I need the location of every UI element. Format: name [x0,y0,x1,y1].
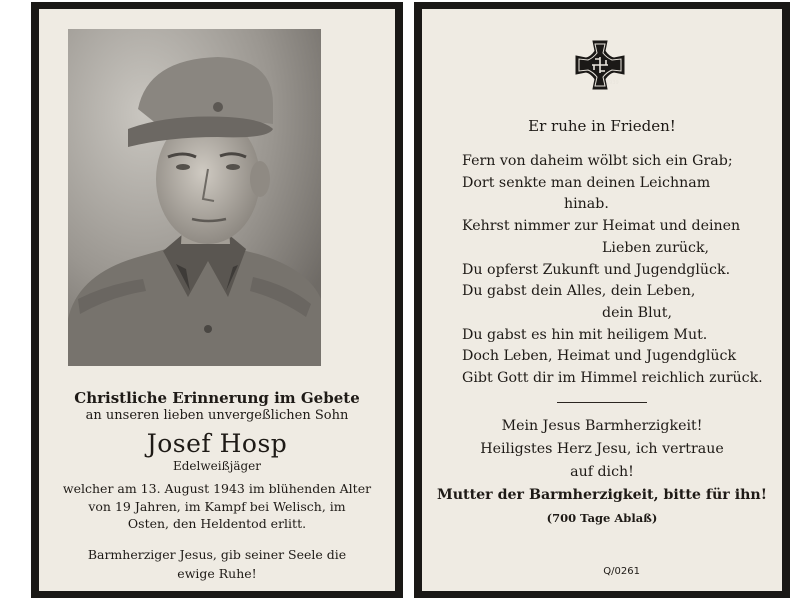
indulgence-note: (700 Tage Ablaß) [546,510,658,525]
bio-line: von 19 Jahren, im Kampf bei Welisch, im [88,498,346,514]
rest-in-peace: Er ruhe in Frieden! [528,117,676,135]
poem-line: dein Blut, [602,305,672,322]
poem-line: hinab. [564,196,609,213]
left-card-paper [39,9,395,591]
iron-cross-icon [572,37,628,93]
poem [462,151,782,390]
deceased-unit: Edelweißjäger [172,459,261,474]
bio-line: welcher am 13. August 1943 im blühenden Alter [62,481,372,497]
prayer-line: Barmherziger Jesus, gib seiner Seele die [87,546,347,562]
poem-line: Doch Leben, Heimat und Jugendglück [462,348,737,365]
right-card-text [422,117,782,525]
poem-line: Fern von daheim wölbt sich ein Grab; [462,153,733,169]
biography [53,480,381,533]
poem-line: Du gabst es hin mit heiligem Mut. [462,326,708,343]
left-card-text [39,389,395,584]
closing-line: Mutter der Barmherzigkeit, bitte für ihn! [437,486,767,503]
poem-line: Du gabst dein Alles, dein Leben, [462,283,696,300]
prayer [69,545,365,584]
poem-line: Gibt Gott dir im Himmel reichlich zurück. [462,370,763,387]
bio-line: Osten, den Heldentod erlitt. [127,516,307,532]
closing-line: Heiligstes Herz Jesu, ich vertraue [480,440,724,457]
right-card [414,2,790,598]
memorial-heading: Christliche Erinnerung im Gebete [74,389,360,407]
divider [557,402,647,403]
emblem-year: 1939 [606,80,619,86]
left-card [31,2,403,598]
portrait-image [68,29,321,366]
poem-line: Du opferst Zukunft und Jugendglück. [462,261,731,278]
closing-line: Mein Jesus Barmherzigkeit! [501,417,703,434]
closing-prayer [422,415,782,507]
closing-line: auf dich! [570,463,634,480]
poem-line: Kehrst nimmer zur Heimat und deinen [462,218,741,235]
memorial-subheading: an unseren lieben unvergeßlichen Sohn [85,407,349,423]
prayer-line: ewige Ruhe! [177,566,257,582]
poem-line: Lieben zurück, [602,239,710,256]
right-card-paper [422,9,782,591]
poem-line: Dort senkte man deinen Leichnam [462,174,711,191]
print-code: Q/0261 [603,566,640,577]
deceased-name: Josef Hosp [146,429,288,458]
soldier-portrait [68,29,321,366]
